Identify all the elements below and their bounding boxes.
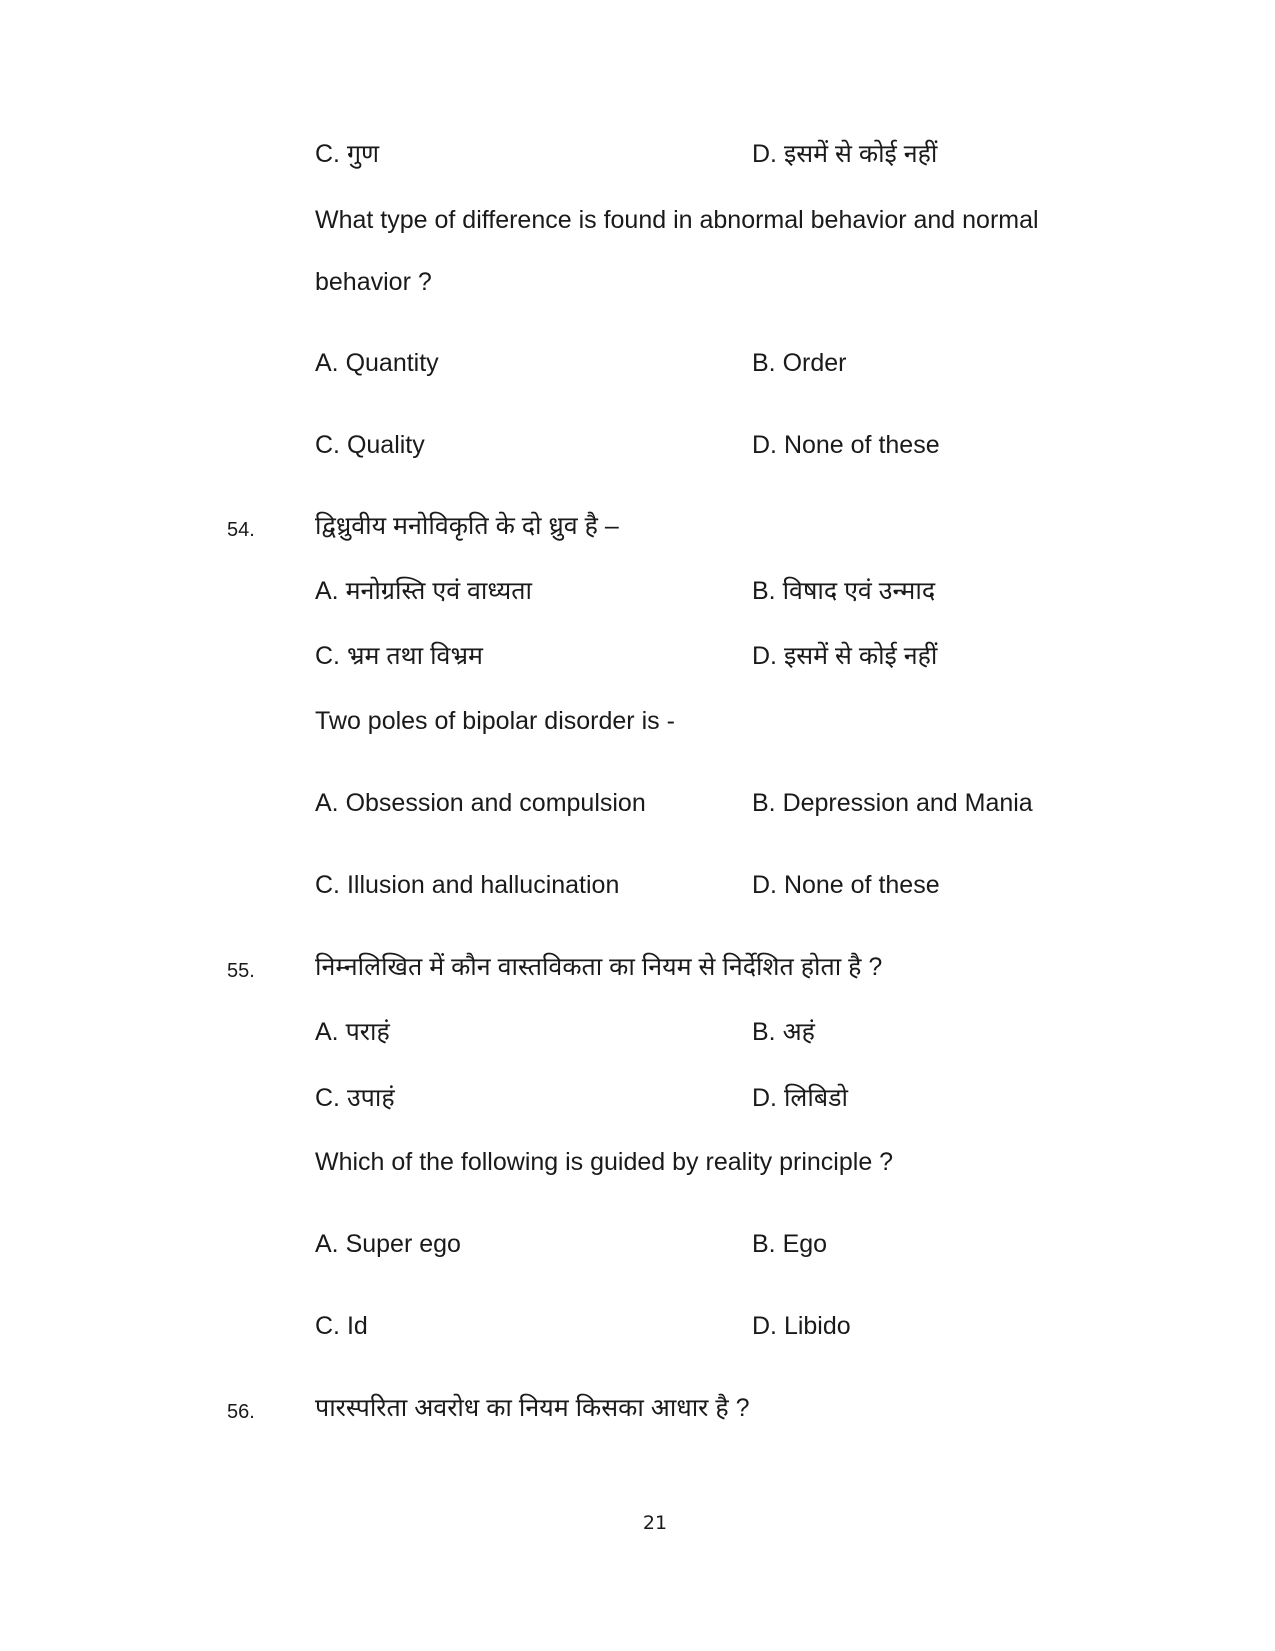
q54-hi-question: द्विध्रुवीय मनोविकृति के दो ध्रुव है – — [315, 512, 619, 540]
q55-en-question: Which of the following is guided by reality principle ? — [315, 1148, 894, 1176]
q54-en-question: Two poles of bipolar disorder is - — [315, 707, 675, 735]
q55-en-option-b: B. Ego — [752, 1230, 828, 1258]
q55-hi-question: निम्नलिखित में कौन वास्तविकता का नियम से निर्देशित होता है ? — [315, 953, 883, 981]
q54-en-option-d: D. None of these — [752, 871, 940, 899]
q53-en-question-line2: behavior ? — [315, 268, 432, 296]
q53-hi-option-d: D. इसमें से कोई नहीं — [752, 140, 938, 168]
q53-en-option-a: A. Quantity — [315, 349, 439, 377]
q54-hi-option-d: D. इसमें से कोई नहीं — [752, 642, 938, 670]
q53-en-option-b: B. Order — [752, 349, 847, 377]
q55-en-option-a: A. Super ego — [315, 1230, 461, 1258]
q56-number: 56. — [227, 1401, 255, 1423]
q55-hi-option-d: D. लिबिडो — [752, 1084, 848, 1112]
q54-en-option-b: B. Depression and Mania — [752, 789, 1033, 817]
q54-hi-option-b: B. विषाद एवं उन्माद — [752, 577, 936, 605]
page-number: 21 — [642, 1512, 668, 1534]
q54-hi-option-c: C. भ्रम तथा विभ्रम — [315, 642, 483, 670]
q53-hi-option-c: C. गुण — [315, 140, 380, 168]
q54-en-option-a: A. Obsession and compulsion — [315, 789, 646, 817]
q55-number: 55. — [227, 960, 255, 982]
q53-en-option-d: D. None of these — [752, 431, 940, 459]
q56-hi-question: पारस्परिता अवरोध का नियम किसका आधार है ? — [315, 1394, 750, 1422]
q55-hi-option-b: B. अहं — [752, 1018, 815, 1046]
q55-hi-option-c: C. उपाहं — [315, 1084, 395, 1112]
q54-en-option-c: C. Illusion and hallucination — [315, 871, 620, 899]
q55-en-option-d: D. Libido — [752, 1312, 851, 1340]
q53-en-question-line1: What type of difference is found in abnormal behavior and normal — [315, 206, 1039, 234]
q54-hi-option-a: A. मनोग्रस्ति एवं वाध्यता — [315, 577, 533, 605]
q55-en-option-c: C. Id — [315, 1312, 368, 1340]
q54-number: 54. — [227, 519, 255, 541]
q53-en-option-c: C. Quality — [315, 431, 425, 459]
q55-hi-option-a: A. पराहं — [315, 1018, 390, 1046]
